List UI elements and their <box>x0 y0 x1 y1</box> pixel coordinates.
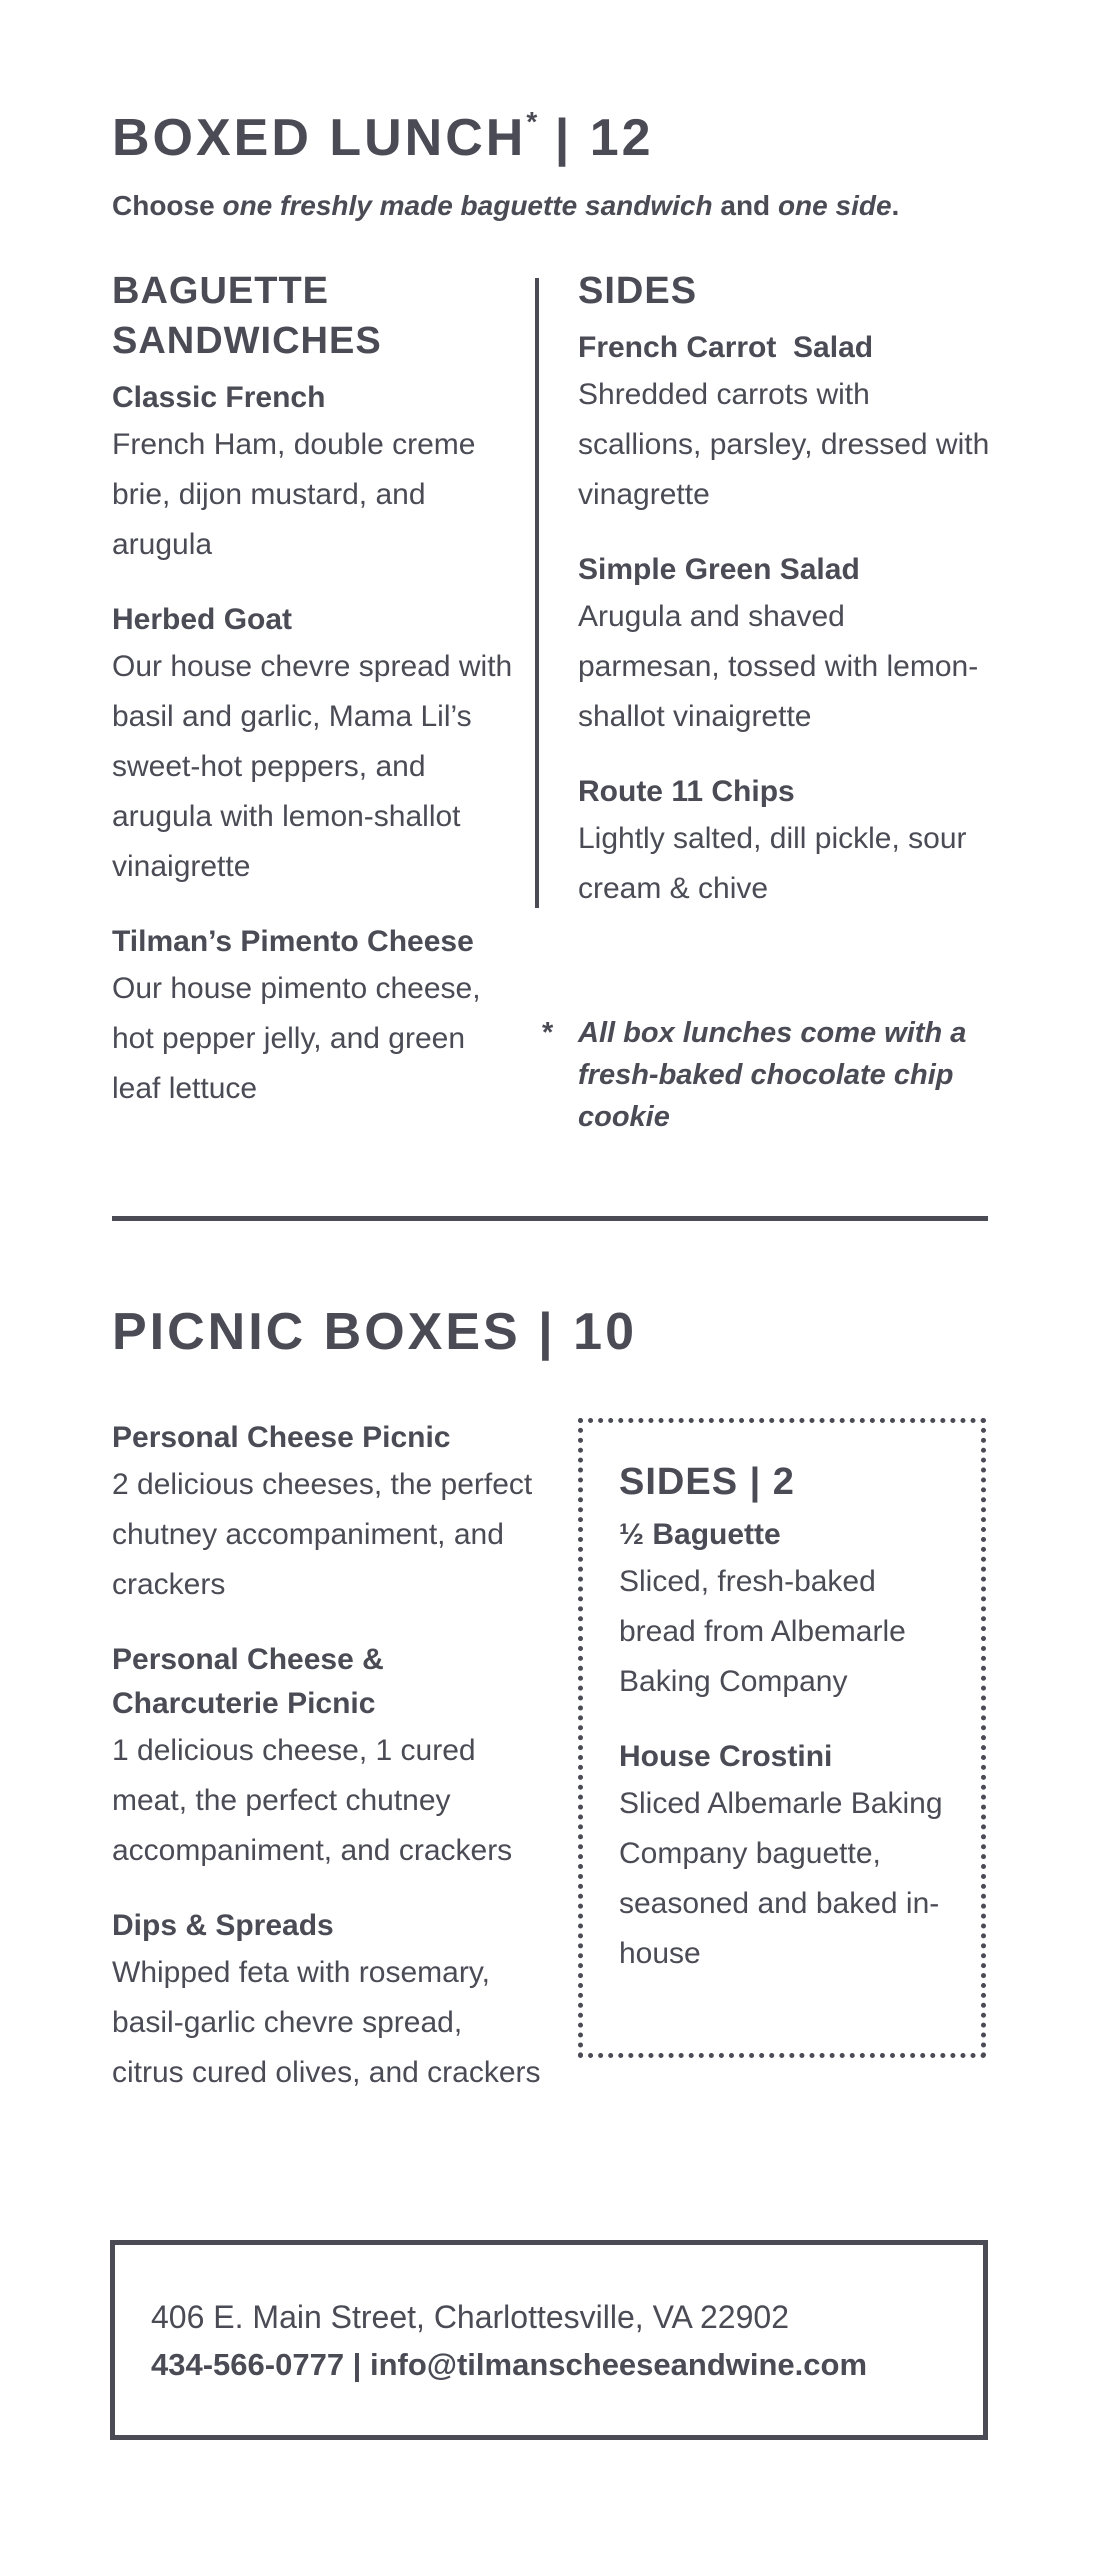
subtitle-part: Choose <box>112 190 223 221</box>
menu-item <box>578 548 990 742</box>
menu-item-name: Dips & Spreads <box>112 1909 334 1942</box>
picnic-sides-content <box>619 1463 949 2007</box>
menu-item-name: House Crostini <box>619 1740 833 1773</box>
menu-item <box>619 1513 949 1707</box>
menu-item-name: Herbed Goat <box>112 603 293 636</box>
menu-item-description: Sliced Albemarle Baking Company baguette, seasoned and baked in-house <box>619 1787 943 1970</box>
menu-item-name: French Carrot Salad <box>578 331 874 364</box>
menu-item <box>578 770 990 914</box>
subtitle-part: . <box>891 190 900 221</box>
sides-column <box>578 266 990 942</box>
picnic-sides-heading: SIDES | 2 <box>619 1461 795 1503</box>
menu-item-name: Tilman’s Pimento Cheese <box>112 925 474 958</box>
menu-item <box>578 326 990 520</box>
menu-item <box>619 1735 949 1979</box>
picnic-boxes-title-text: PICNIC BOXES <box>112 1303 521 1361</box>
menu-item-name: ½ Baguette <box>619 1518 781 1551</box>
menu-item <box>112 598 517 892</box>
footer-address: 406 E. Main Street, Charlottesville, VA 22902 <box>151 2299 789 2335</box>
menu-item <box>112 1638 542 1876</box>
menu-item-description: 2 delicious cheeses, the perfect chutney accompaniment, and crackers <box>112 1468 533 1601</box>
menu-item <box>112 376 517 570</box>
sandwiches-heading <box>112 266 517 366</box>
picnic-boxes-price: | 10 <box>520 1303 638 1361</box>
menu-item-name: Personal Cheese Picnic <box>112 1421 451 1454</box>
boxed-lunch-asterisk: * <box>526 106 538 137</box>
menu-item-name: Classic French <box>112 381 326 414</box>
menu-item-name: Simple Green Salad <box>578 553 860 586</box>
boxed-lunch-title <box>112 106 654 167</box>
footer-contact: 434-566-0777 | info@tilmanscheeseandwine.com <box>151 2347 868 2382</box>
subtitle-emphasis: one side <box>777 190 892 221</box>
section-divider <box>112 1216 988 1221</box>
menu-item-description: Arugula and shaved parmesan, tossed with lemon-shallot vinaigrette <box>578 600 979 733</box>
note-text: All box lunches come with a fresh-baked chocolate chip cookie <box>578 1017 967 1133</box>
sandwiches-heading-line: BAGUETTE <box>112 270 329 312</box>
boxed-lunch-subtitle <box>112 190 899 222</box>
sandwiches-heading-line: SANDWICHES <box>112 320 382 362</box>
menu-item-description: Whipped feta with rosemary, basil-garlic chevre spread, citrus cured olives, and crackers <box>112 1956 541 2089</box>
note-asterisk: * <box>542 1017 554 1049</box>
menu-item <box>112 1416 542 1610</box>
boxed-lunch-price: | 12 <box>537 109 654 167</box>
menu-item-description: French Ham, double creme brie, dijon mustard, and arugula <box>112 428 476 561</box>
menu-item <box>112 1904 542 2098</box>
picnic-boxes-title <box>112 1303 638 1361</box>
sandwiches-column <box>112 266 517 1142</box>
menu-item-description: 1 delicious cheese, 1 cured meat, the perfect chutney accompaniment, and crackers <box>112 1734 513 1867</box>
sides-heading: SIDES <box>578 270 698 312</box>
menu-item-description: Sliced, fresh-baked bread from Albemarle Baking Company <box>619 1565 906 1698</box>
menu-item-description: Shredded carrots with scallions, parsley, dressed with vinagrette <box>578 378 990 511</box>
boxed-lunch-title-text: BOXED LUNCH <box>112 109 527 167</box>
subtitle-part: and <box>712 190 778 221</box>
picnic-sides-box <box>578 1418 986 2058</box>
menu-item <box>112 920 517 1114</box>
menu-item-description: Our house chevre spread with basil and garlic, Mama Lil’s sweet-hot peppers, and arugula with lemon-shallot vinaigrette <box>112 650 513 883</box>
footer-box <box>110 2240 988 2440</box>
subtitle-emphasis: one freshly made baguette sandwich <box>222 190 713 221</box>
menu-item-description: Our house pimento cheese, hot pepper jelly, and green leaf lettuce <box>112 972 481 1105</box>
menu-item-name: Route 11 Chips <box>578 775 795 808</box>
menu-item-name: Personal Cheese & Charcuterie Picnic <box>112 1643 384 1720</box>
picnic-items-column <box>112 1416 542 2126</box>
column-divider <box>535 278 539 908</box>
cookie-note <box>542 1012 992 1138</box>
footer-content <box>151 2293 867 2389</box>
menu-item-description: Lightly salted, dill pickle, sour cream & chive <box>578 822 967 905</box>
